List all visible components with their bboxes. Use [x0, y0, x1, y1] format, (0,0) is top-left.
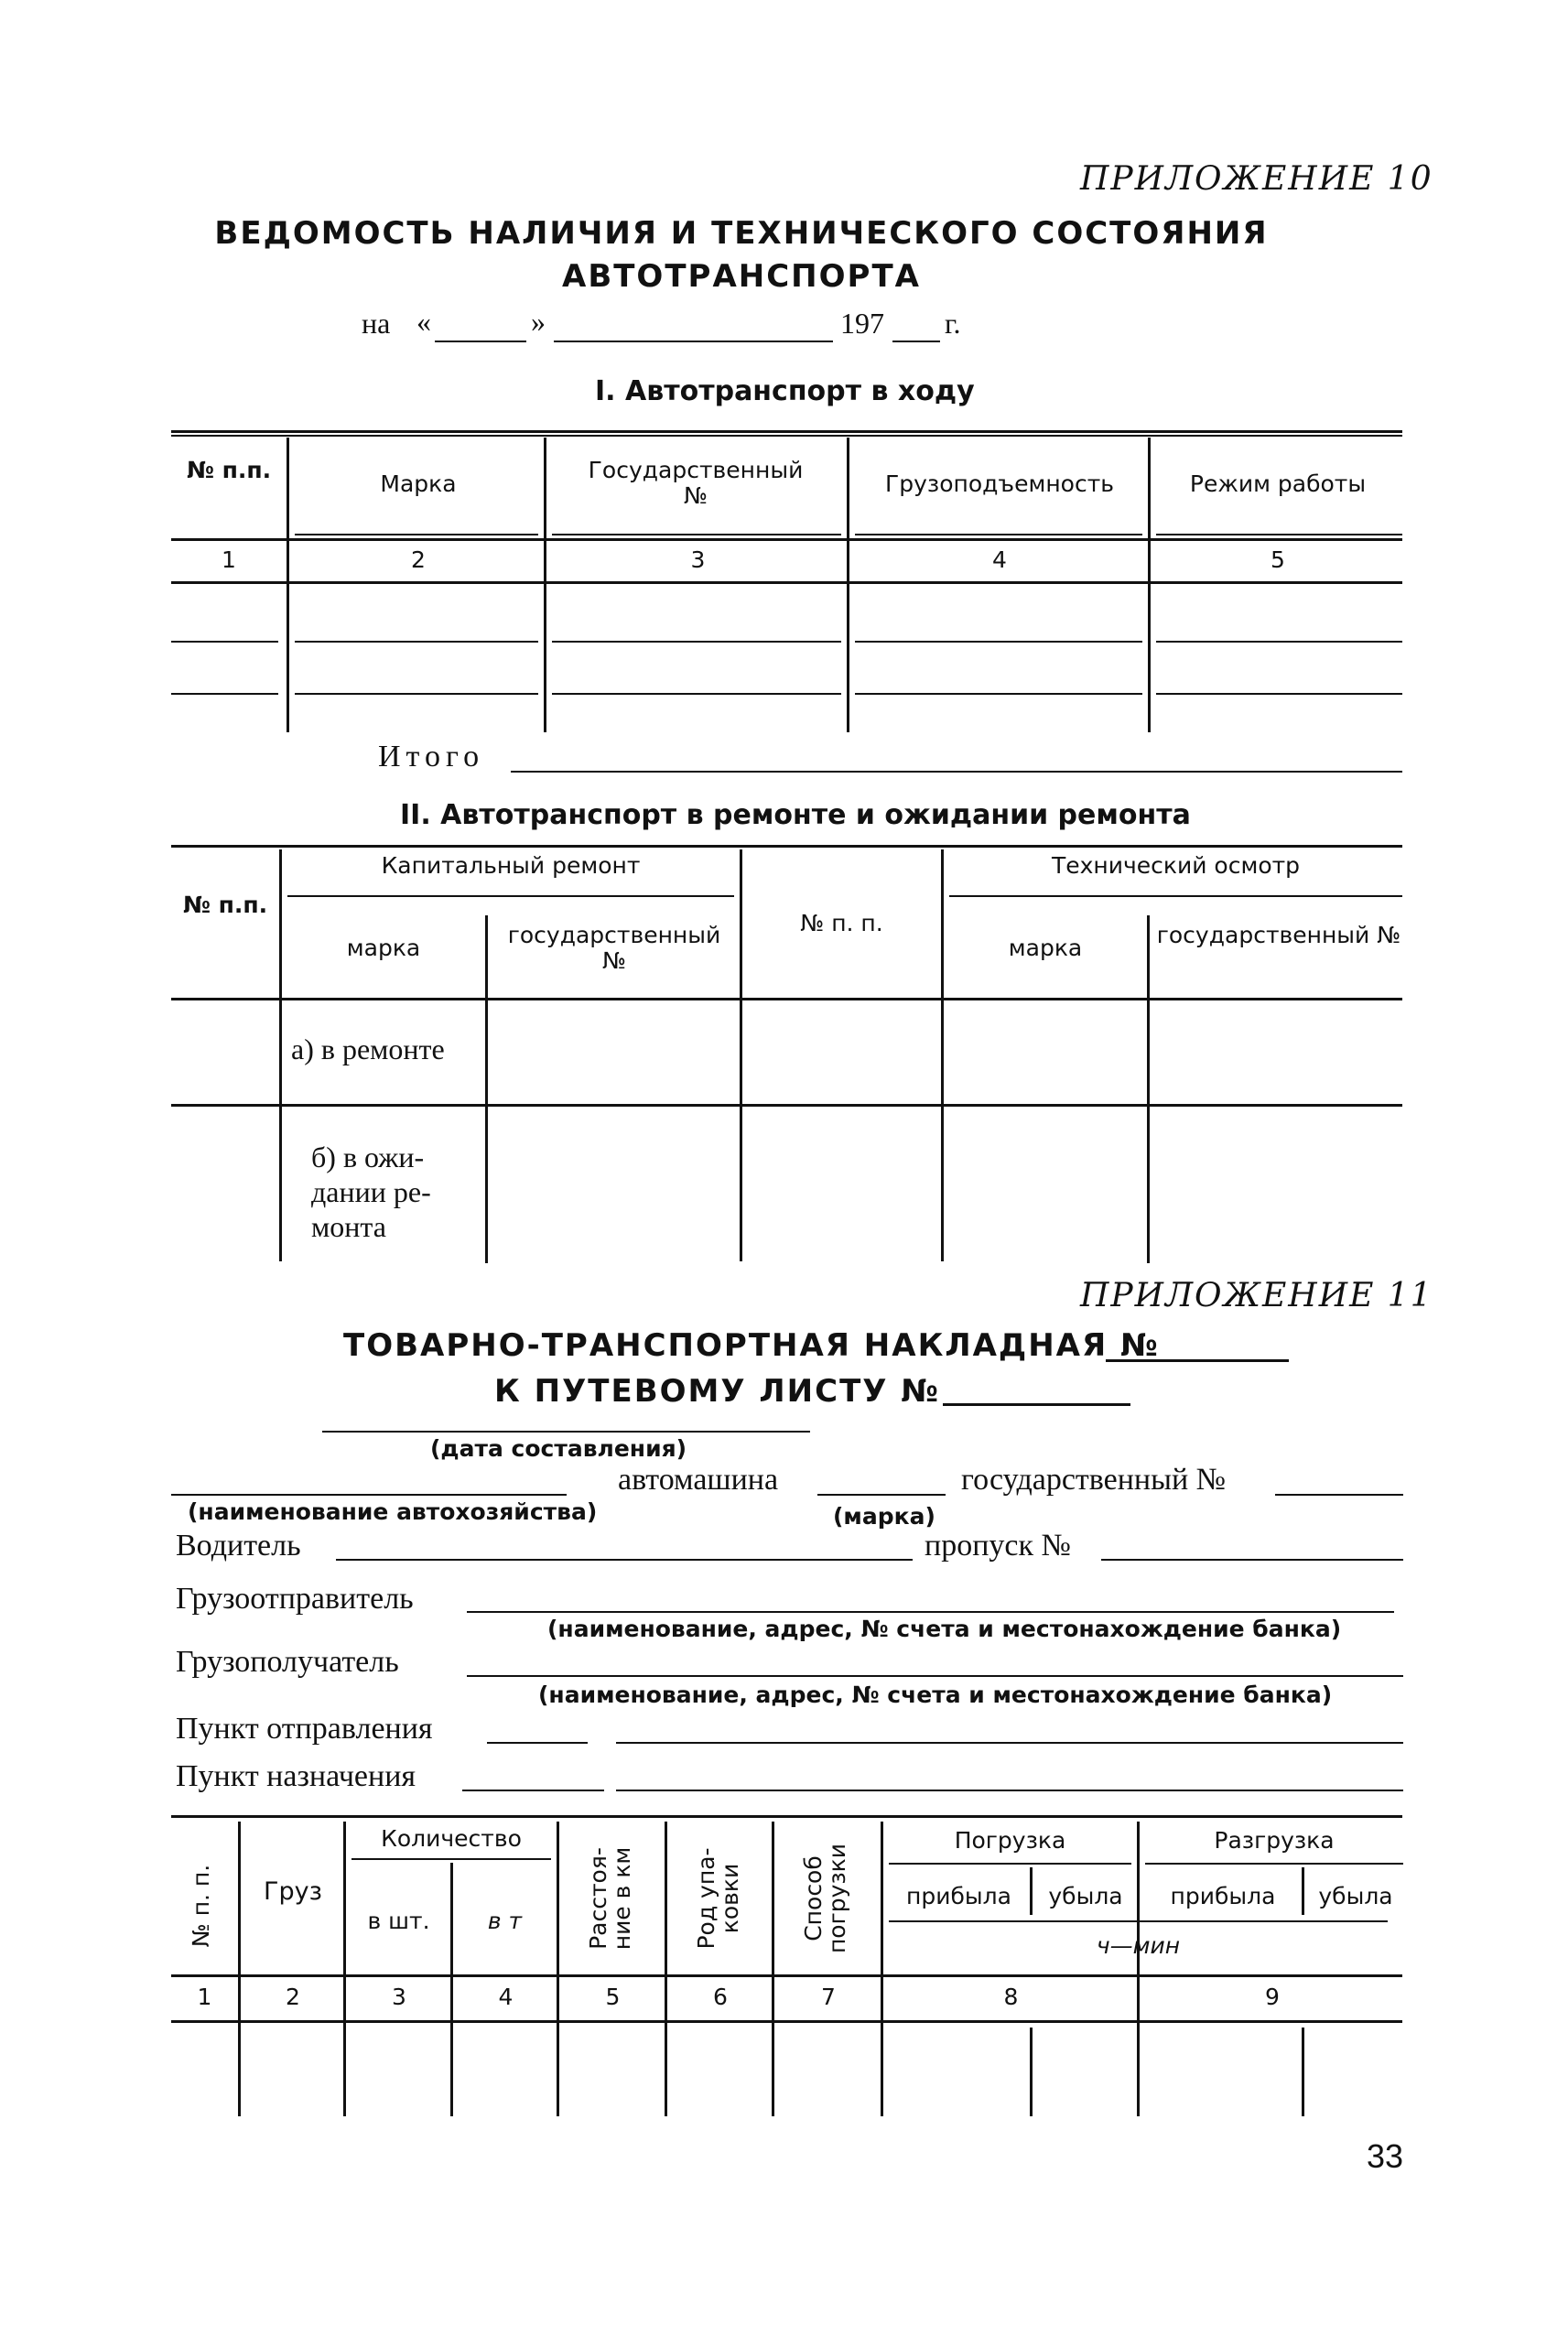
section1-header-brand: Марка: [380, 470, 457, 497]
invoice-loading-departed: убыла: [1048, 1883, 1123, 1909]
invoice-colnum-3: 3: [392, 1984, 406, 2010]
date-compiled-field[interactable]: [322, 1431, 810, 1433]
section2-row-awaiting-repair: б) в ожи- дании ре- монта: [311, 1141, 431, 1243]
destination-field-short[interactable]: [462, 1790, 604, 1791]
caption-organization: (наименование автохозяйства): [188, 1498, 598, 1525]
driver-field[interactable]: [336, 1559, 913, 1561]
invoice-unloading-arrived: прибыла: [1170, 1883, 1276, 1909]
section2-inspection-state-number: государственный №: [1156, 922, 1401, 948]
section2-inspection-brand: марка: [1008, 935, 1083, 961]
invoice-header-distance: Расстоя- ние в км: [585, 1846, 635, 1951]
invoice-colnum-4: 4: [498, 1984, 514, 2010]
invoice-colnum-9: 9: [1265, 1984, 1280, 2010]
section2-group-capital-repair: Капитальный ремонт: [381, 852, 641, 879]
label-driver: Водитель: [176, 1529, 301, 1563]
appendix-10-label: ПРИЛОЖЕНИЕ 10: [1080, 160, 1433, 198]
page-number: 33: [1367, 2137, 1404, 2175]
section1-colnum-1: 1: [222, 546, 236, 573]
invoice-qty-pieces: в шт.: [367, 1908, 430, 1934]
invoice-time-unit: ч—мин: [1096, 1932, 1181, 1959]
date-prefix: на: [362, 307, 391, 340]
section1-header-num: № п.п.: [186, 457, 272, 483]
invoice-colnum-6: 6: [713, 1984, 728, 2010]
total-field[interactable]: [511, 771, 1402, 773]
organization-field[interactable]: [171, 1494, 567, 1496]
caption-sender: (наименование, адрес, № счета и местонахождение банка): [547, 1616, 1342, 1642]
date-year-prefix: 197: [840, 307, 884, 340]
section2-row-in-repair: а) в ремонте: [291, 1033, 445, 1065]
section1-header-state-number: Государственный №: [588, 457, 804, 509]
pass-number-field[interactable]: [1101, 1559, 1403, 1561]
destination-field[interactable]: [616, 1790, 1403, 1791]
caption-brand: (марка): [833, 1503, 935, 1530]
section2-capital-brand: марка: [346, 935, 421, 961]
sender-field[interactable]: [467, 1611, 1394, 1613]
app11-title-line1: ТОВАРНО-ТРАНСПОРТНАЯ НАКЛАДНАЯ №: [343, 1327, 1160, 1364]
caption-receiver: (наименование, адрес, № счета и местонахождение банка): [538, 1682, 1333, 1708]
invoice-group-unloading: Разгрузка: [1214, 1827, 1335, 1854]
departure-field-short[interactable]: [487, 1742, 588, 1744]
car-brand-field[interactable]: [817, 1494, 946, 1496]
invoice-qty-tons: в т: [487, 1908, 523, 1934]
section2-title: II. Автотранспорт в ремонте и ожидании ремонта: [400, 799, 1191, 831]
invoice-colnum-8: 8: [1003, 1984, 1019, 2010]
state-number-field[interactable]: [1275, 1494, 1403, 1496]
date-month-field[interactable]: [554, 341, 833, 342]
section1-colnum-2: 2: [411, 546, 426, 573]
section2-header-middle-num: № п. п.: [800, 910, 883, 936]
label-pass: пропуск №: [925, 1529, 1071, 1563]
invoice-colnum-5: 5: [605, 1984, 621, 2010]
section1-header-capacity: Грузоподъемность: [884, 470, 1114, 497]
departure-field[interactable]: [616, 1742, 1403, 1744]
label-car: автомашина: [618, 1463, 779, 1497]
invoice-header-cargo: Груз: [264, 1877, 322, 1906]
invoice-group-loading: Погрузка: [954, 1827, 1066, 1854]
section1-colnum-3: 3: [690, 546, 706, 573]
invoice-header-packaging: Род упа- ковки: [693, 1847, 743, 1950]
invoice-unloading-departed: убыла: [1318, 1883, 1393, 1909]
date-open-quote: «: [416, 305, 431, 338]
waybill-number-field[interactable]: [943, 1403, 1130, 1406]
section2-header-num: № п.п.: [182, 892, 268, 918]
section1-header-mode: Режим работы: [1189, 470, 1367, 497]
receiver-field[interactable]: [467, 1675, 1403, 1677]
invoice-header-loading-method: Способ погрузки: [800, 1843, 850, 1954]
label-receiver: Грузополучатель: [176, 1645, 399, 1679]
invoice-header-num: № п. п.: [188, 1864, 214, 1948]
invoice-loading-arrived: прибыла: [906, 1883, 1011, 1909]
date-year-field[interactable]: [892, 341, 940, 342]
date-day-field[interactable]: [435, 341, 526, 342]
caption-date-compiled: (дата составления): [430, 1435, 687, 1462]
invoice-colnum-1: 1: [197, 1984, 212, 2010]
section2-group-inspection: Технический осмотр: [1051, 852, 1301, 879]
app11-title-line2: К ПУТЕВОМУ ЛИСТУ №: [494, 1373, 941, 1410]
label-sender: Грузоотправитель: [176, 1582, 414, 1616]
section1-title: I. Автотранспорт в ходу: [595, 375, 975, 407]
invoice-colnum-7: 7: [821, 1984, 836, 2010]
invoice-colnum-2: 2: [286, 1984, 300, 2010]
total-label: Итого: [378, 740, 485, 773]
section2-capital-state-number: государственный №: [507, 922, 721, 974]
invoice-group-quantity: Количество: [381, 1825, 522, 1852]
app10-title-line2: АВТОТРАНСПОРТА: [562, 258, 921, 295]
appendix-11-label: ПРИЛОЖЕНИЕ 11: [1080, 1277, 1433, 1314]
section1-colnum-5: 5: [1271, 546, 1285, 573]
invoice-number-field[interactable]: [1106, 1359, 1289, 1362]
date-close-quote: »: [531, 305, 546, 338]
section1-colnum-4: 4: [992, 546, 1007, 573]
date-suffix: г.: [945, 307, 961, 340]
label-state-number: государственный №: [961, 1463, 1227, 1497]
label-departure: Пункт отправления: [176, 1712, 433, 1746]
label-destination: Пункт назначения: [176, 1759, 416, 1793]
app10-title-line1: ВЕДОМОСТЬ НАЛИЧИЯ И ТЕХНИЧЕСКОГО СОСТОЯНИЯ: [214, 215, 1269, 252]
